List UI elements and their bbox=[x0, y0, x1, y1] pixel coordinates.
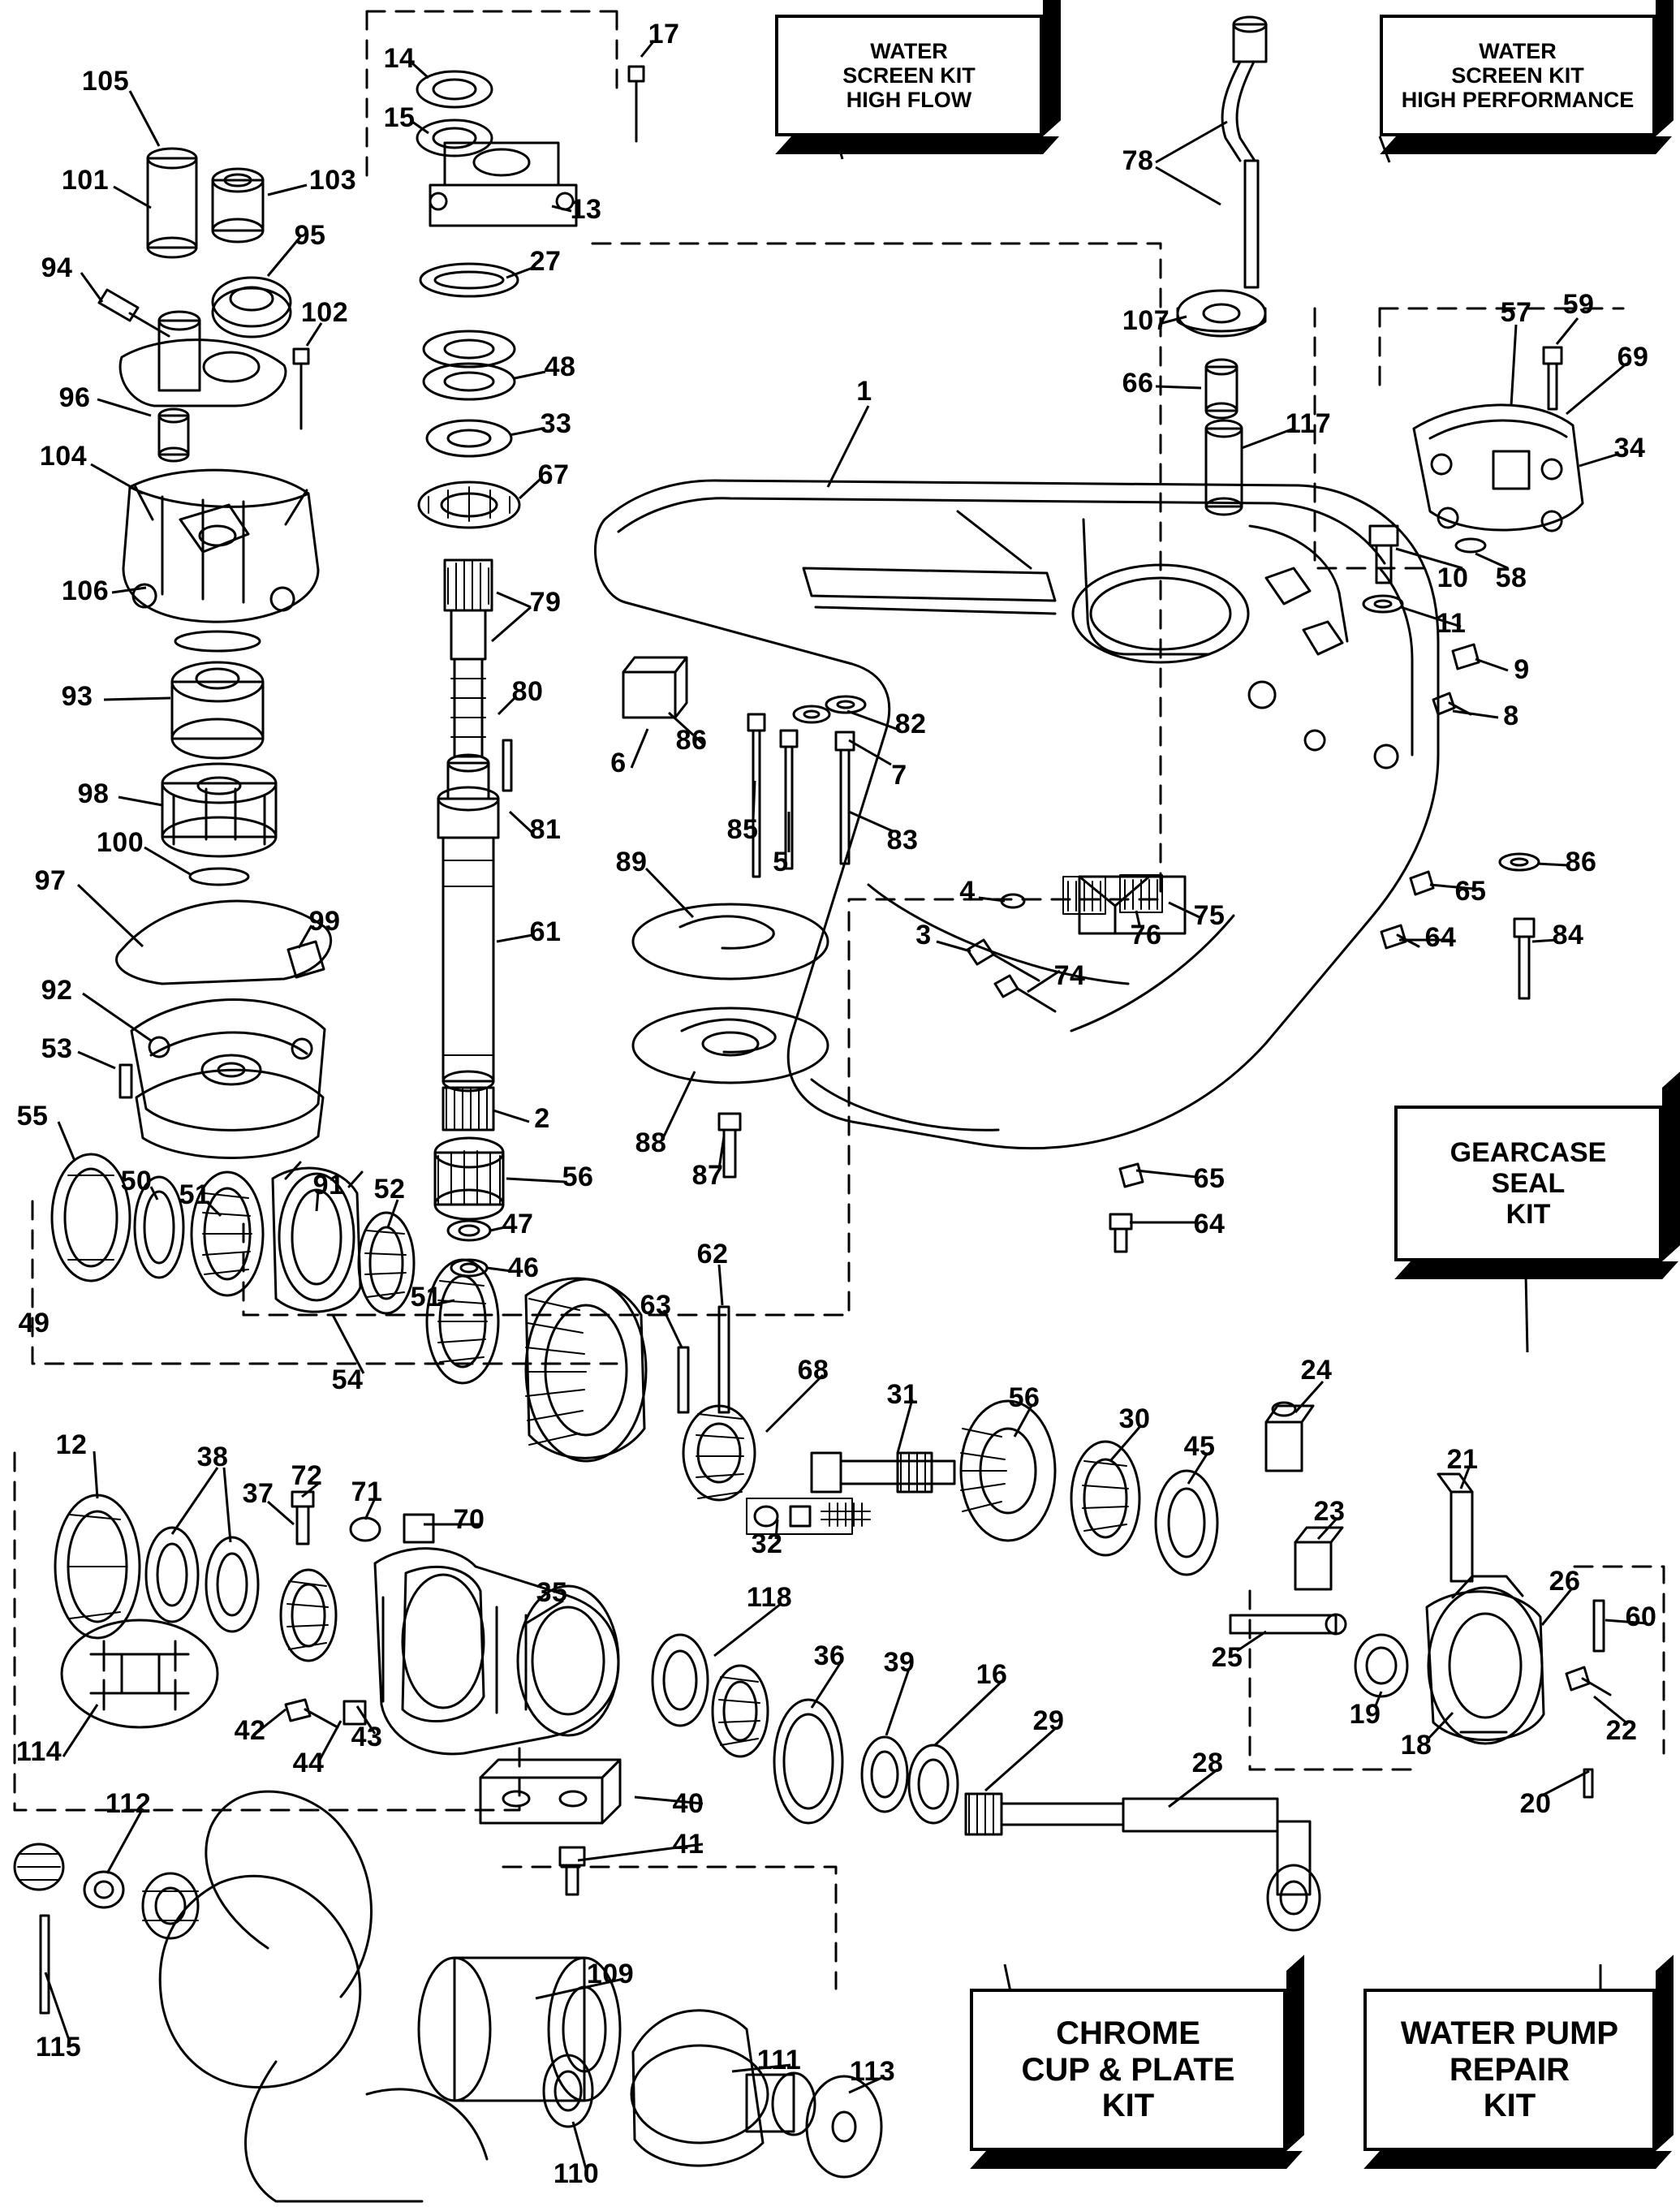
callout-52: 52 bbox=[373, 1174, 406, 1205]
callout-65: 65 bbox=[1193, 1163, 1226, 1194]
callout-102: 102 bbox=[300, 297, 349, 328]
callout-63: 63 bbox=[640, 1290, 672, 1321]
callout-2: 2 bbox=[534, 1103, 550, 1134]
kit-box-gearcase-seal bbox=[1394, 1106, 1662, 1261]
callout-15: 15 bbox=[383, 102, 416, 133]
callout-9: 9 bbox=[1514, 654, 1530, 685]
callout-12: 12 bbox=[55, 1429, 88, 1460]
callout-59: 59 bbox=[1562, 289, 1595, 320]
callout-43: 43 bbox=[351, 1722, 383, 1752]
kit-box-face bbox=[775, 15, 1043, 136]
kit-box-label-90: WATER PUMP REPAIR KIT bbox=[1400, 2015, 1619, 2124]
callout-118: 118 bbox=[746, 1582, 793, 1613]
callout-87: 87 bbox=[691, 1160, 724, 1191]
callout-41: 41 bbox=[672, 1829, 704, 1860]
callout-61: 61 bbox=[529, 916, 562, 947]
callout-68: 68 bbox=[797, 1355, 829, 1386]
callout-56: 56 bbox=[1008, 1382, 1040, 1413]
callout-44: 44 bbox=[292, 1748, 325, 1778]
kit-box-water-screen-high-flow bbox=[775, 15, 1043, 136]
kit-box-face bbox=[1380, 15, 1656, 136]
callout-3: 3 bbox=[915, 920, 932, 950]
callout-60: 60 bbox=[1625, 1601, 1657, 1632]
callout-78: 78 bbox=[1122, 145, 1154, 176]
callout-69: 69 bbox=[1617, 342, 1649, 373]
callout-101: 101 bbox=[61, 165, 110, 196]
callout-26: 26 bbox=[1549, 1566, 1581, 1597]
callout-32: 32 bbox=[751, 1528, 783, 1559]
callout-54: 54 bbox=[331, 1364, 364, 1395]
callout-21: 21 bbox=[1446, 1444, 1479, 1475]
kit-box-shadow bbox=[775, 136, 1059, 154]
callout-31: 31 bbox=[886, 1379, 919, 1410]
callout-8: 8 bbox=[1503, 700, 1519, 731]
callout-17: 17 bbox=[648, 19, 680, 50]
callout-45: 45 bbox=[1183, 1431, 1216, 1462]
callout-36: 36 bbox=[813, 1640, 846, 1671]
callout-50: 50 bbox=[120, 1166, 153, 1196]
callout-6: 6 bbox=[610, 748, 627, 778]
callout-27: 27 bbox=[529, 246, 562, 277]
callout-107: 107 bbox=[1122, 305, 1170, 336]
callout-84: 84 bbox=[1552, 920, 1584, 950]
callout-34: 34 bbox=[1613, 433, 1646, 463]
kit-box-side bbox=[1656, 0, 1674, 136]
callout-56: 56 bbox=[562, 1162, 594, 1192]
callout-86: 86 bbox=[1565, 847, 1597, 877]
callout-67: 67 bbox=[537, 459, 570, 490]
callout-70: 70 bbox=[453, 1504, 485, 1535]
kit-box-label-77: WATER SCREEN KIT HIGH PERFORMANCE bbox=[1401, 38, 1635, 113]
kit-box-label-108: CHROME CUP & PLATE KIT bbox=[1021, 2015, 1235, 2124]
callout-96: 96 bbox=[58, 382, 91, 413]
callout-58: 58 bbox=[1495, 563, 1527, 593]
callout-10: 10 bbox=[1437, 563, 1469, 593]
callout-39: 39 bbox=[883, 1647, 915, 1678]
callout-85: 85 bbox=[726, 814, 759, 845]
callout-13: 13 bbox=[570, 194, 602, 225]
callout-29: 29 bbox=[1032, 1705, 1065, 1736]
kit-box-side bbox=[1656, 1955, 1674, 2151]
callout-89: 89 bbox=[615, 847, 648, 877]
callout-65: 65 bbox=[1454, 876, 1487, 907]
kit-box-water-pump-repair bbox=[1363, 1989, 1656, 2151]
callout-33: 33 bbox=[540, 408, 572, 439]
callout-83: 83 bbox=[886, 825, 919, 856]
callout-106: 106 bbox=[61, 575, 110, 606]
callout-49: 49 bbox=[18, 1308, 50, 1338]
callout-30: 30 bbox=[1118, 1403, 1151, 1434]
callout-28: 28 bbox=[1191, 1748, 1224, 1778]
callout-103: 103 bbox=[308, 165, 357, 196]
callout-114: 114 bbox=[15, 1736, 62, 1767]
callout-112: 112 bbox=[105, 1788, 152, 1819]
callout-25: 25 bbox=[1211, 1642, 1243, 1673]
kit-box-shadow bbox=[970, 2151, 1303, 2169]
kit-box-label-116: GEARCASE SEAL KIT bbox=[1450, 1136, 1607, 1231]
kit-box-shadow bbox=[1394, 1261, 1678, 1279]
kit-box-chrome-cup-plate bbox=[970, 1989, 1286, 2151]
callout-37: 37 bbox=[242, 1478, 274, 1509]
callout-74: 74 bbox=[1053, 960, 1086, 991]
callout-53: 53 bbox=[41, 1033, 73, 1064]
callout-99: 99 bbox=[308, 906, 341, 937]
callout-46: 46 bbox=[507, 1252, 540, 1283]
callout-79: 79 bbox=[529, 587, 562, 618]
callout-94: 94 bbox=[41, 252, 73, 283]
callout-7: 7 bbox=[891, 760, 907, 791]
callout-1: 1 bbox=[856, 376, 872, 407]
callout-110: 110 bbox=[553, 2158, 600, 2189]
callout-51: 51 bbox=[179, 1179, 211, 1210]
callout-81: 81 bbox=[529, 814, 562, 845]
callout-40: 40 bbox=[672, 1788, 704, 1819]
kit-box-face bbox=[1363, 1989, 1656, 2151]
callout-80: 80 bbox=[511, 676, 544, 707]
callout-109: 109 bbox=[586, 1959, 635, 1989]
callout-92: 92 bbox=[41, 975, 73, 1006]
callout-35: 35 bbox=[536, 1577, 568, 1608]
callout-76: 76 bbox=[1130, 920, 1162, 950]
callout-97: 97 bbox=[34, 865, 67, 896]
kit-box-water-screen-high-performance bbox=[1380, 15, 1656, 136]
kit-box-shadow bbox=[1380, 136, 1672, 154]
callout-72: 72 bbox=[291, 1460, 323, 1491]
callout-93: 93 bbox=[61, 681, 93, 712]
callout-48: 48 bbox=[544, 351, 576, 382]
callout-51: 51 bbox=[410, 1282, 442, 1313]
kit-box-side bbox=[1286, 1955, 1304, 2151]
callout-64: 64 bbox=[1424, 922, 1457, 953]
callout-4: 4 bbox=[959, 876, 976, 907]
callout-23: 23 bbox=[1313, 1496, 1346, 1527]
callout-105: 105 bbox=[81, 66, 130, 97]
callout-24: 24 bbox=[1300, 1355, 1333, 1386]
callout-95: 95 bbox=[294, 220, 326, 251]
callout-42: 42 bbox=[234, 1715, 266, 1746]
callout-18: 18 bbox=[1400, 1730, 1432, 1761]
callout-111: 111 bbox=[756, 2045, 802, 2076]
callout-22: 22 bbox=[1605, 1715, 1638, 1746]
callout-11: 11 bbox=[1436, 608, 1467, 639]
callout-16: 16 bbox=[976, 1659, 1008, 1690]
callout-88: 88 bbox=[635, 1127, 667, 1158]
callout-75: 75 bbox=[1193, 900, 1226, 931]
callout-117: 117 bbox=[1285, 408, 1332, 439]
callout-86: 86 bbox=[675, 725, 708, 756]
callout-57: 57 bbox=[1500, 297, 1532, 328]
callout-62: 62 bbox=[696, 1239, 729, 1269]
callout-14: 14 bbox=[383, 43, 416, 74]
kit-box-face bbox=[1394, 1106, 1662, 1261]
callout-64: 64 bbox=[1193, 1209, 1226, 1239]
callout-38: 38 bbox=[196, 1442, 229, 1472]
callout-5: 5 bbox=[773, 847, 789, 877]
callout-66: 66 bbox=[1122, 368, 1154, 399]
callout-98: 98 bbox=[77, 778, 110, 809]
callout-55: 55 bbox=[16, 1101, 49, 1132]
callout-20: 20 bbox=[1519, 1788, 1552, 1819]
callout-91: 91 bbox=[312, 1170, 345, 1200]
callout-115: 115 bbox=[35, 2032, 82, 2063]
callout-82: 82 bbox=[894, 709, 927, 739]
kit-box-side bbox=[1662, 1071, 1680, 1261]
callout-19: 19 bbox=[1349, 1699, 1381, 1730]
kit-box-side bbox=[1043, 0, 1061, 136]
callout-100: 100 bbox=[96, 827, 144, 858]
callout-71: 71 bbox=[351, 1476, 383, 1507]
callout-104: 104 bbox=[39, 441, 88, 472]
kit-box-shadow bbox=[1363, 2151, 1672, 2169]
callout-47: 47 bbox=[502, 1209, 534, 1239]
callout-113: 113 bbox=[849, 2056, 896, 2087]
kit-box-label-73: WATER SCREEN KIT HIGH FLOW bbox=[842, 38, 976, 113]
kit-box-face bbox=[970, 1989, 1286, 2151]
